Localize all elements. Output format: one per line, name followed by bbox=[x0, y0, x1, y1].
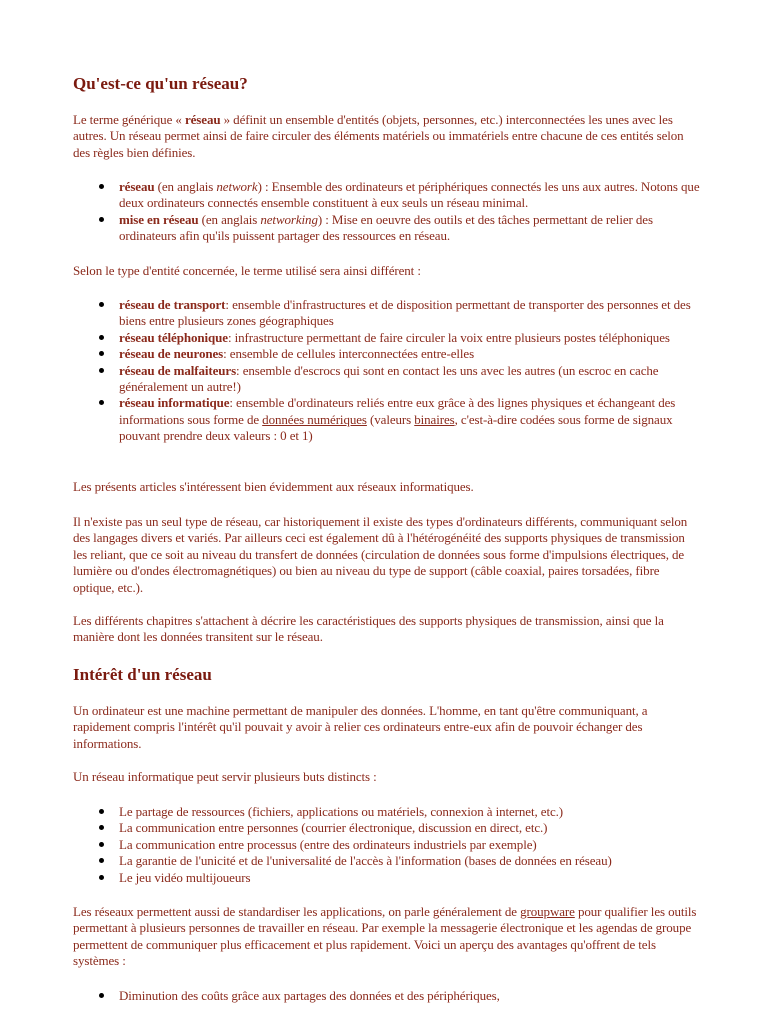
link-donnees-numeriques[interactable]: données numériques bbox=[262, 411, 367, 427]
definitions-list bbox=[73, 179, 701, 245]
link-groupware[interactable]: groupware bbox=[520, 904, 575, 919]
types-intro: Selon le type d'entité concernée, le terme utilisé sera ainsi différent : bbox=[73, 263, 421, 278]
paragraph-text-a: Les réseaux permettent aussi de standardiser les applications, on parle généralement de bbox=[73, 904, 521, 919]
type-desc-2: (valeurs bbox=[366, 411, 415, 427]
list-item: La communication entre processus (entre des ordinateurs industriels par exemple) bbox=[119, 837, 612, 853]
list-item bbox=[119, 297, 701, 330]
list-item bbox=[119, 346, 701, 362]
paragraph: Un ordinateur est une machine permettant de manipuler des données. L'homme, en tant qu'être communiquant, a rapidement compris l'intérêt qu'il pouvait y avoir à relier ces ordinateurs entre-eux afin de pouvoir échanger des informations. bbox=[73, 703, 648, 751]
type-term: réseau informatique bbox=[119, 395, 230, 411]
type-desc: : ensemble d'escrocs qui sont en contact les uns avec les autres (un escroc en cache généralement un autre!) bbox=[119, 362, 659, 395]
definition-text: ) : Ensemble des ordinateurs et périphériques connectés les uns aux autres. Notons que deux ordinateurs connectés ensemble constituent à eux seuls un réseau minimal. bbox=[119, 179, 700, 211]
paragraph-text-b: pour qualifier les outils permettant à plusieurs personnes de travailler en réseau. Par exemple la messagerie électronique et les agendas de groupe permettent de communiquer plus efficacement et plus rapidement. Voici un aperçu des avantages qu'offrent de tels systèmes : bbox=[73, 904, 697, 969]
paragraph-groupware bbox=[73, 904, 701, 970]
section-title-reseau: Qu'est-ce qu'un réseau? bbox=[73, 74, 248, 93]
type-term: réseau téléphonique bbox=[119, 329, 228, 345]
list-item: La garantie de l'unicité et de l'universalité de l'accès à l'information (bases de données en réseau) bbox=[119, 853, 612, 869]
type-term: réseau de transport bbox=[119, 297, 226, 312]
type-term: réseau de neurones bbox=[119, 346, 224, 362]
definition-pre: (en anglais bbox=[154, 179, 217, 194]
list-item: Le partage de ressources (fichiers, applications ou matériels, connexion à internet, etc.) bbox=[119, 804, 612, 820]
definition-term: réseau bbox=[119, 179, 155, 194]
definition-english: networking bbox=[260, 211, 318, 227]
section-title-interet: Intérêt d'un réseau bbox=[73, 665, 212, 684]
paragraph: Les différents chapitres s'attachent à décrire les caractéristiques des supports physiques de transmission, ainsi que la manière dont les données transitent sur le réseau. bbox=[73, 613, 664, 645]
list-item bbox=[119, 363, 701, 396]
intro-text-c: » définit un ensemble d'entités (objets, personnes, etc.) interconnectées les unes avec les autres. Un réseau permet ainsi de faire circuler des éléments matériels ou immatériels entre chacune de ces entités selon des règles bien définies. bbox=[73, 112, 684, 160]
paragraph: Un réseau informatique peut servir plusieurs buts distincts : bbox=[73, 769, 377, 784]
link-binaires[interactable]: binaires bbox=[414, 411, 455, 427]
network-types-list bbox=[73, 297, 701, 445]
intro-term: réseau bbox=[184, 112, 221, 127]
type-desc: : ensemble de cellules interconnectées entre-elles bbox=[223, 346, 475, 362]
list-item bbox=[119, 212, 701, 245]
list-item bbox=[119, 330, 701, 346]
type-desc-3: , c'est-à-dire codées sous forme de signaux pouvant prendre deux valeurs : 0 et 1) bbox=[119, 411, 673, 444]
list-item: Diminution des coûts grâce aux partages des données et des périphériques, bbox=[119, 988, 500, 1003]
list-item bbox=[119, 179, 701, 212]
definition-text: ) : Mise en oeuvre des outils et des tâches permettant de relier des ordinateurs afin qu'ils puissent partager des ressources en réseau. bbox=[119, 211, 653, 244]
definition-term: mise en réseau bbox=[119, 211, 199, 227]
definition-english: network bbox=[216, 179, 258, 194]
goals-list bbox=[73, 804, 612, 886]
type-desc: : ensemble d'ordinateurs reliés entre eux grâce à des lignes physiques et échangeant des informations sous forme de bbox=[119, 395, 676, 427]
advantages-list bbox=[73, 988, 500, 1004]
list-item: Le jeu vidéo multijoueurs bbox=[119, 870, 612, 886]
definition-pre: (en anglais bbox=[198, 211, 261, 227]
intro-text-a: Le terme générique « bbox=[73, 112, 185, 127]
type-desc: : ensemble d'infrastructures et de disposition permettant de transporter des personnes et des biens entre plusieurs zones géographiques bbox=[119, 297, 691, 329]
intro-paragraph bbox=[73, 112, 701, 161]
list-item: La communication entre personnes (courrier électronique, discussion en direct, etc.) bbox=[119, 820, 612, 836]
list-item bbox=[119, 395, 701, 444]
type-desc: : infrastructure permettant de faire circuler la voix entre plusieurs postes téléphoniques bbox=[227, 329, 670, 345]
paragraph: Les présents articles s'intéressent bien évidemment aux réseaux informatiques. bbox=[73, 479, 474, 494]
type-term: réseau de malfaiteurs bbox=[119, 362, 237, 378]
paragraph: Il n'existe pas un seul type de réseau, car historiquement il existe des types d'ordinateurs différents, communiquant selon des langages divers et variés. Par ailleurs ceci est également dû à l'hétérogénéité des supports physiques de transmission les reliant, que ce soit au niveau du transfert de données (circulation de données sous forme d'impulsions électriques, de lumière ou d'ondes électromagnétiques) ou bien au niveau du type de support (câble coaxial, paires torsadées, fibre optique, etc.). bbox=[73, 514, 688, 595]
